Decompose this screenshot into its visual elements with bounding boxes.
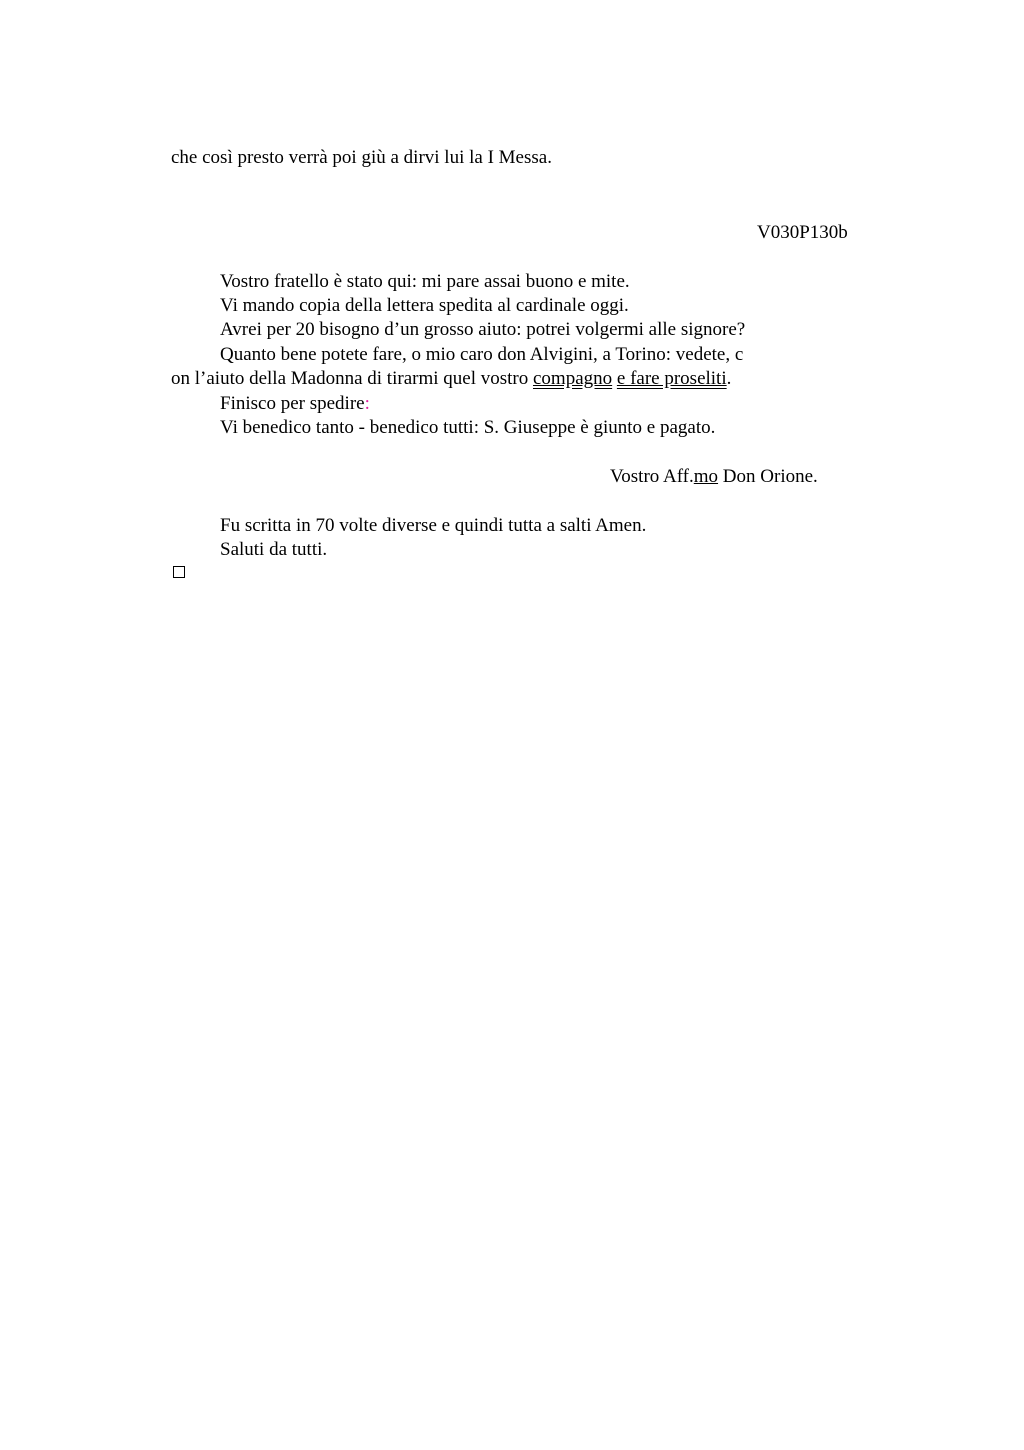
torino-line2-end: . — [726, 368, 732, 389]
underlined-fare-proseliti: e fare proseliti — [616, 368, 727, 389]
postscript-line1: Fu scritta in 70 volte diverse e quindi tutta a salti Amen. — [220, 515, 647, 536]
paragraph-letter-copy: Vi mando copia della lettera spedita al cardinale oggi. — [220, 295, 629, 316]
paragraph-torino-line2 — [171, 367, 731, 391]
paragraph-torino-line1: Quanto bene potete fare, o mio caro don Alvigini, a Torino: vedete, c — [220, 344, 744, 365]
postscript-line2: Saluti da tutti. — [220, 539, 328, 560]
signature — [610, 465, 818, 489]
paragraph-brother: Vostro fratello è stato qui: mi pare assai buono e mite. — [220, 271, 630, 292]
signature-suffix: Don Orione. — [718, 466, 818, 487]
finisco-colon-mark: : — [364, 393, 370, 414]
paragraph-benedico: Vi benedico tanto - benedico tutti: S. Giuseppe è giunto e pagato. — [220, 417, 716, 438]
opening-line: che così presto verrà poi giù a dirvi lui la I Messa. — [171, 147, 552, 168]
paragraph-finisco — [220, 392, 370, 416]
torino-line2-start: on l’aiuto della Madonna di tirarmi quel vostro — [171, 368, 533, 389]
signature-superscript-mo: mo — [693, 466, 719, 487]
underlined-compagno: compagno — [532, 368, 613, 389]
signature-prefix: Vostro Aff. — [610, 466, 694, 487]
reference-code: V030P130b — [757, 222, 848, 243]
paragraph-help-request: Avrei per 20 bisogno d’un grosso aiuto: potrei volgermi alle signore? — [220, 319, 746, 340]
finisco-text: Finisco per spedire — [220, 393, 365, 414]
checkbox-square-icon — [173, 566, 185, 578]
